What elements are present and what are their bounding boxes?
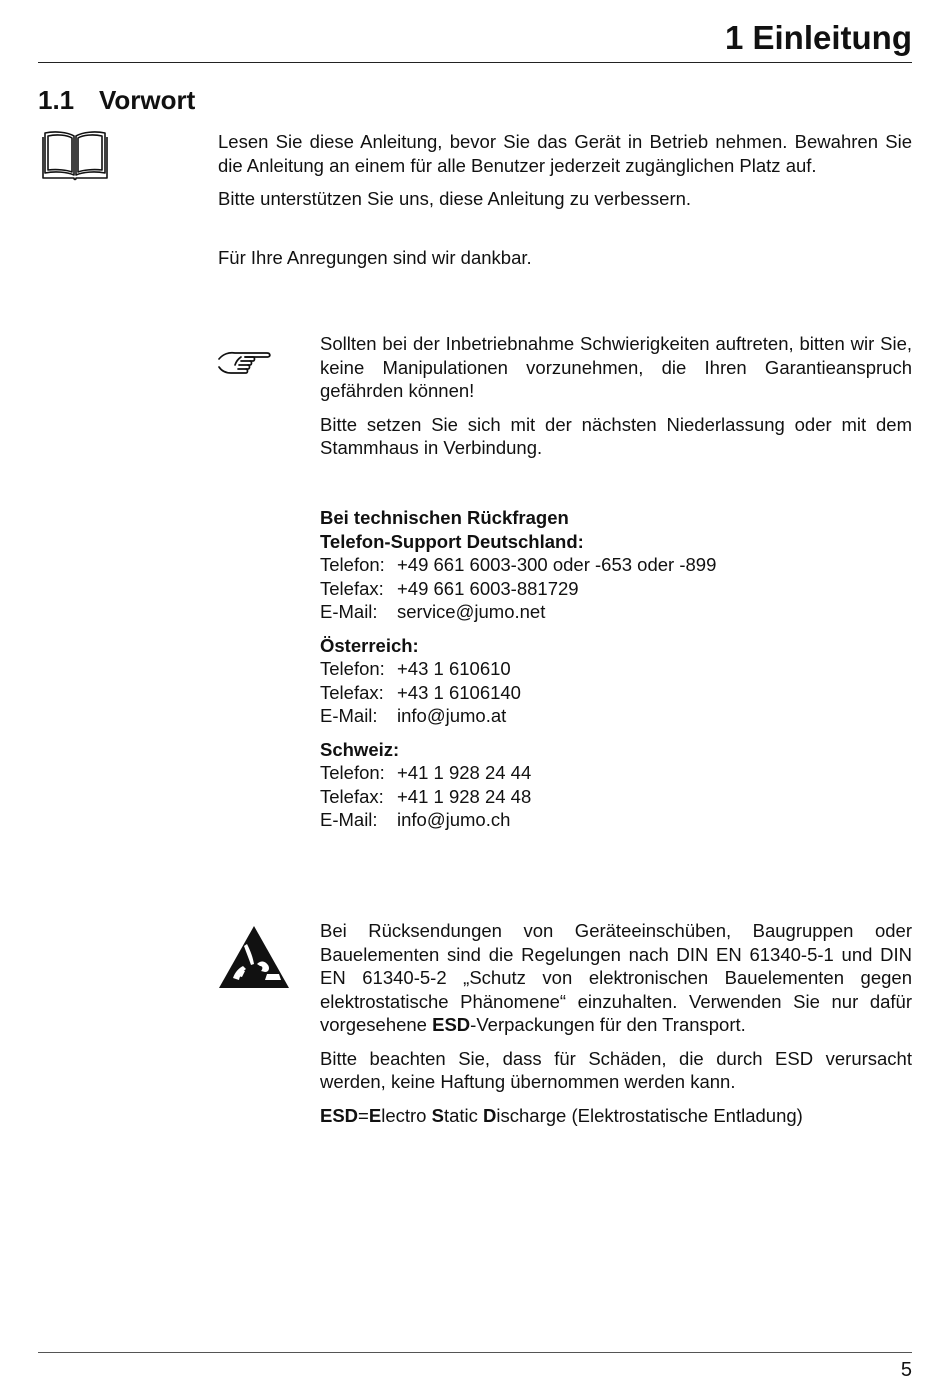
note-paragraph-2: Bitte setzen Sie sich mit der nächsten Niederlassung oder mit dem Stammhaus in Verbindung. bbox=[320, 413, 912, 458]
intro-paragraph-1: Lesen Sie diese Anleitung, bevor Sie das Gerät in Betrieb nehmen. Bewahren Sie die Anleitung an einem für alle Benutzer jederzeit zugänglichen Platz auf. bbox=[218, 131, 912, 176]
contact-value: info@jumo.ch bbox=[397, 809, 511, 830]
contact-row-germany-phone bbox=[320, 553, 912, 577]
contacts bbox=[320, 506, 912, 832]
contacts-heading-1: Bei technischen Rückfragen bbox=[320, 507, 569, 528]
intro-text bbox=[218, 130, 912, 269]
note-paragraph-1: Sollten bei der Inbetriebnahme Schwierigkeiten auftreten, bitten wir Sie, keine Manipulationen vorzunehmen, die Ihren Garantieanspruch gefährden können! bbox=[320, 333, 912, 401]
esd-paragraph-1 bbox=[320, 919, 912, 1037]
contact-value: +49 661 6003-300 oder -653 oder -899 bbox=[397, 554, 717, 575]
contact-row-switzerland-fax bbox=[320, 785, 912, 809]
contact-value: +43 1 6106140 bbox=[397, 681, 521, 703]
esd-definition bbox=[320, 1104, 912, 1128]
pointing-hand-icon bbox=[217, 347, 273, 379]
esd-paragraph-1-text: Bei Rücksendungen von Geräteeinschüben, Baugruppen oder Bauelementen sind die Regelungen nach DIN EN 61340-5-1 und DIN EN 61340-5-2 „Schutz von elektronischen Bauelementen gegen elektrostatische Phänomene“ einzuhalten. Verwenden Sie nur dafür vorgesehene bbox=[320, 920, 912, 1035]
austria-heading-text: Österreich: bbox=[320, 634, 419, 656]
esd-abbreviation: ESD bbox=[432, 1014, 471, 1035]
contact-value: info@jumo.at bbox=[397, 705, 507, 726]
contact-row-switzerland-phone bbox=[320, 761, 912, 785]
contact-value: +41 1 928 24 48 bbox=[397, 785, 532, 807]
section-number: 1.1 bbox=[38, 85, 75, 115]
contact-label: Telefon: bbox=[320, 762, 385, 783]
contact-label: E-Mail: bbox=[320, 705, 378, 726]
esd-def-e: E bbox=[368, 1104, 382, 1126]
contact-value: service@jumo.net bbox=[397, 601, 546, 622]
contacts-heading bbox=[320, 506, 912, 530]
note-text bbox=[320, 332, 912, 460]
section-heading bbox=[38, 84, 195, 116]
contact-label: Telefon: bbox=[320, 658, 385, 679]
contact-value: +49 661 6003-881729 bbox=[397, 577, 579, 599]
esd-def-tatic: tatic bbox=[443, 1104, 484, 1126]
chapter-title: 1 Einleitung bbox=[724, 19, 912, 56]
page-number: 5 bbox=[900, 1359, 912, 1381]
header-rule bbox=[38, 62, 912, 63]
contact-label: Telefon: bbox=[320, 554, 385, 575]
esd-paragraph-2: Bitte beachten Sie, dass für Schäden, die durch ESD verursacht werden, keine Haftung übernommen werden kann. bbox=[320, 1047, 912, 1092]
austria-heading bbox=[320, 634, 912, 658]
esd-def-abbr: ESD bbox=[320, 1104, 359, 1126]
book-icon bbox=[41, 129, 109, 183]
esd-def-lectro: lectro bbox=[381, 1104, 432, 1126]
contact-label: Telefax: bbox=[320, 681, 384, 703]
esd-paragraph-1-end: -Verpackungen für den Transport. bbox=[470, 1014, 746, 1035]
contact-value: +43 1 610610 bbox=[397, 658, 511, 679]
contact-row-germany-email bbox=[320, 600, 912, 624]
intro-paragraph-3: Für Ihre Anregungen sind wir dankbar. bbox=[218, 246, 532, 268]
contact-label: E-Mail: bbox=[320, 601, 378, 622]
contact-value: +41 1 928 24 44 bbox=[397, 762, 532, 783]
esd-def-eq: = bbox=[358, 1104, 369, 1126]
esd-text bbox=[320, 919, 912, 1127]
esd-def-s: S bbox=[431, 1104, 444, 1126]
germany-heading bbox=[320, 530, 912, 554]
switzerland-heading bbox=[320, 738, 912, 762]
contact-label: Telefax: bbox=[320, 785, 384, 807]
contact-row-switzerland-email bbox=[320, 808, 912, 832]
esd-warning-icon bbox=[217, 924, 291, 990]
contact-label: Telefax: bbox=[320, 577, 384, 599]
contact-row-austria-phone bbox=[320, 657, 912, 681]
contact-row-austria-email bbox=[320, 704, 912, 728]
contact-label: E-Mail: bbox=[320, 809, 378, 830]
esd-def-d: D bbox=[483, 1104, 497, 1126]
section-title: Vorwort bbox=[99, 85, 196, 115]
contacts-heading-2: Telefon-Support Deutschland: bbox=[320, 530, 584, 552]
contact-row-austria-fax bbox=[320, 681, 912, 705]
switzerland-heading-text: Schweiz: bbox=[320, 738, 400, 760]
footer-rule bbox=[38, 1352, 912, 1353]
intro-paragraph-2: Bitte unterstützen Sie uns, diese Anleitung zu verbessern. bbox=[218, 188, 692, 209]
contact-row-germany-fax bbox=[320, 577, 912, 601]
esd-def-ischarge: ischarge (Elektrostatische Entladung) bbox=[496, 1104, 803, 1126]
